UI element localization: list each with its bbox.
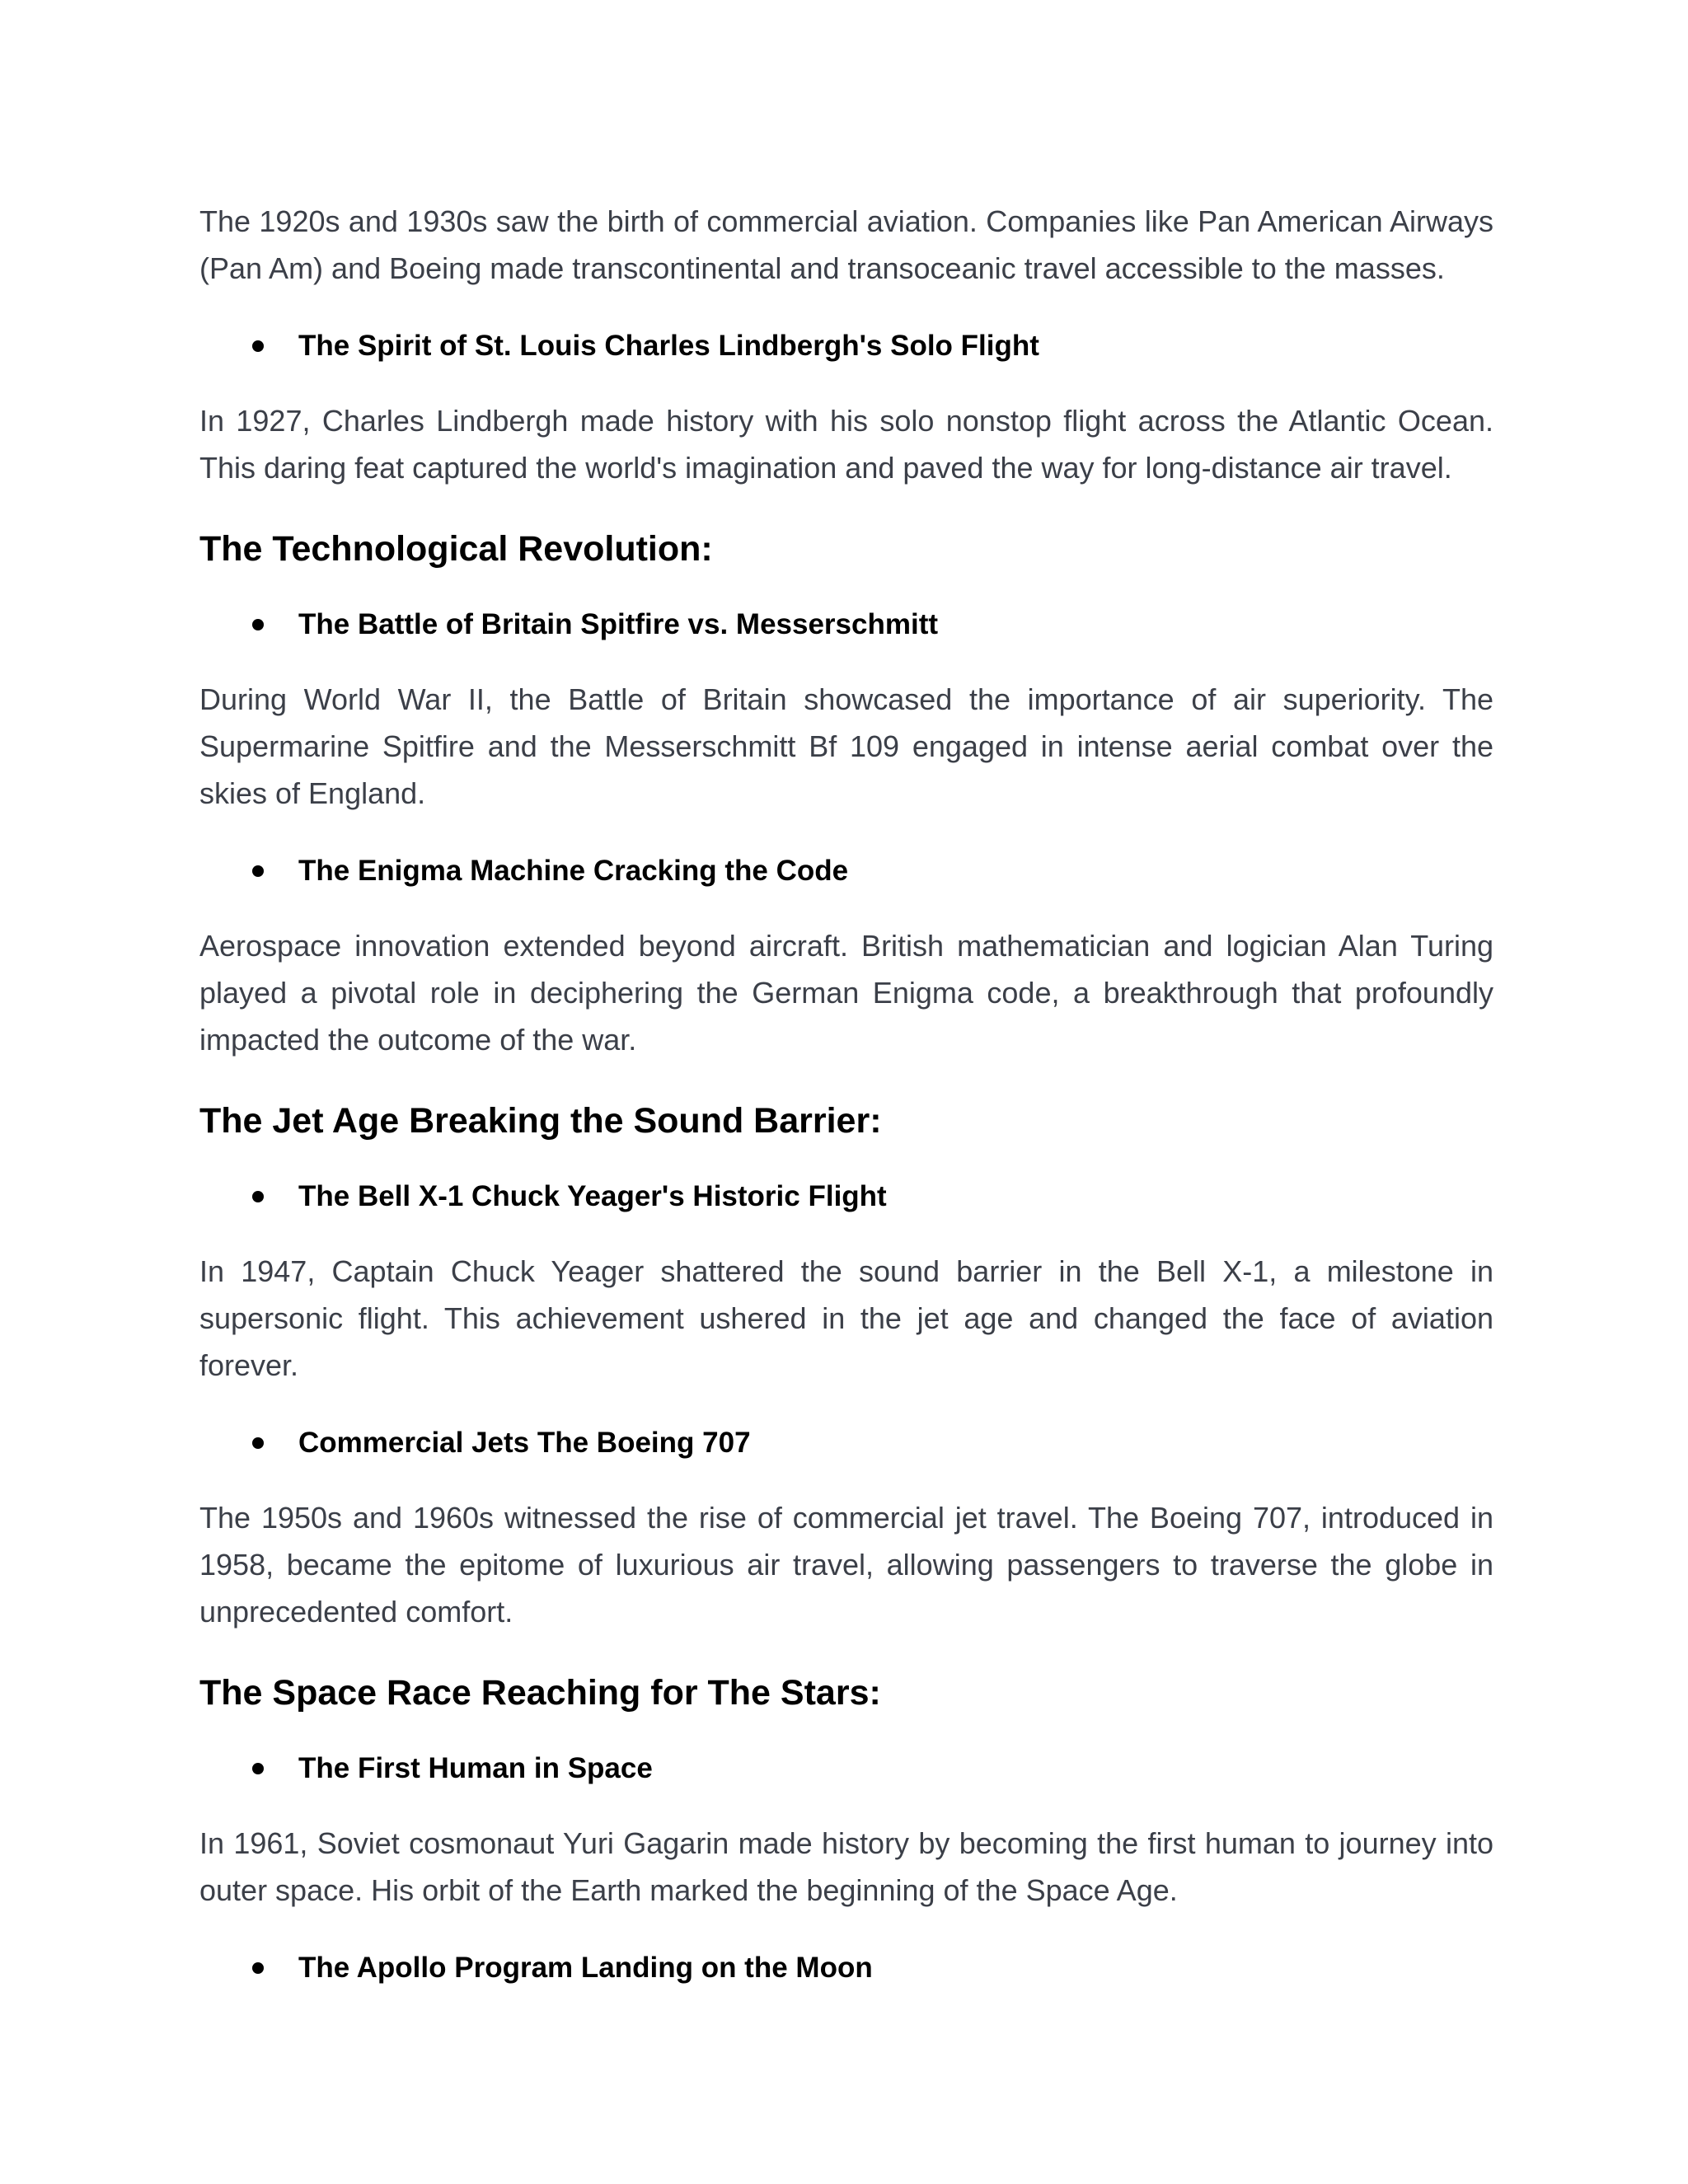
bullet-label: The Apollo Program Landing on the Moon <box>298 1952 873 1984</box>
bullet-label: The Spirit of St. Louis Charles Lindbergh's Solo Flight <box>298 330 1039 362</box>
bullet-commercial-jets <box>199 1423 1493 1463</box>
bullet-dot-icon <box>252 340 264 352</box>
bullet-label: The Enigma Machine Cracking the Code <box>298 855 849 887</box>
paragraph-yeager: In 1947, Captain Chuck Yeager shattered the sound barrier in the Bell X-1, a milestone in supersonic flight. This achievement ushered in the jet age and changed the face of aviation forever. <box>199 1254 1493 1382</box>
bullet-dot-icon <box>252 619 264 630</box>
bullet-dot-icon <box>252 1437 264 1449</box>
bullet-label: The Bell X-1 Chuck Yeager's Historic Flight <box>298 1180 887 1212</box>
paragraph-boeing-707: The 1950s and 1960s witnessed the rise of commercial jet travel. The Boeing 707, introduced in 1958, became the epitome of luxurious air travel, allowing passengers to traverse the globe in unprecedented comfort. <box>199 1501 1493 1629</box>
bullet-spirit-of-st-louis <box>199 326 1493 366</box>
bullet-battle-of-britain <box>199 605 1493 644</box>
bullet-apollo-program <box>199 1948 1493 1988</box>
section-heading-technological-revolution: The Technological Revolution: <box>199 529 713 569</box>
bullet-label: The Battle of Britain Spitfire vs. Messerschmitt <box>298 608 939 640</box>
bullet-label: The First Human in Space <box>298 1752 653 1784</box>
bullet-dot-icon <box>252 865 264 877</box>
paragraph-lindbergh: In 1927, Charles Lindbergh made history with his solo nonstop flight across the Atlantic Ocean. This daring feat captured the world's imagination and paved the way for long-distance air travel. <box>199 404 1493 485</box>
bullet-first-human-in-space <box>199 1749 1493 1788</box>
paragraph-gagarin: In 1961, Soviet cosmonaut Yuri Gagarin made history by becoming the first human to journey into outer space. His orbit of the Earth marked the beginning of the Space Age. <box>199 1826 1493 1907</box>
bullet-enigma-machine <box>199 851 1493 891</box>
bullet-dot-icon <box>252 1763 264 1774</box>
section-heading-jet-age: The Jet Age Breaking the Sound Barrier: <box>199 1101 882 1141</box>
paragraph-battle-of-britain: During World War II, the Battle of Britain showcased the importance of air superiority. The Supermarine Spitfire and the Messerschmitt Bf 109 engaged in intense aerial combat over the skies of England. <box>199 682 1493 810</box>
bullet-dot-icon <box>252 1191 264 1202</box>
section-heading-space-race: The Space Race Reaching for The Stars: <box>199 1673 881 1713</box>
document-page <box>199 198 1493 1988</box>
paragraph-commercial-aviation: The 1920s and 1930s saw the birth of commercial aviation. Companies like Pan American Airways (Pan Am) and Boeing made transcontinental and transoceanic travel accessible to the masses. <box>199 204 1493 285</box>
bullet-label: Commercial Jets The Boeing 707 <box>298 1427 751 1459</box>
paragraph-enigma: Aerospace innovation extended beyond aircraft. British mathematician and logician Alan Turing played a pivotal role in deciphering the German Enigma code, a breakthrough that profoundly impacted the outcome of the war. <box>199 929 1493 1057</box>
bullet-bell-x1 <box>199 1177 1493 1216</box>
bullet-dot-icon <box>252 1962 264 1974</box>
